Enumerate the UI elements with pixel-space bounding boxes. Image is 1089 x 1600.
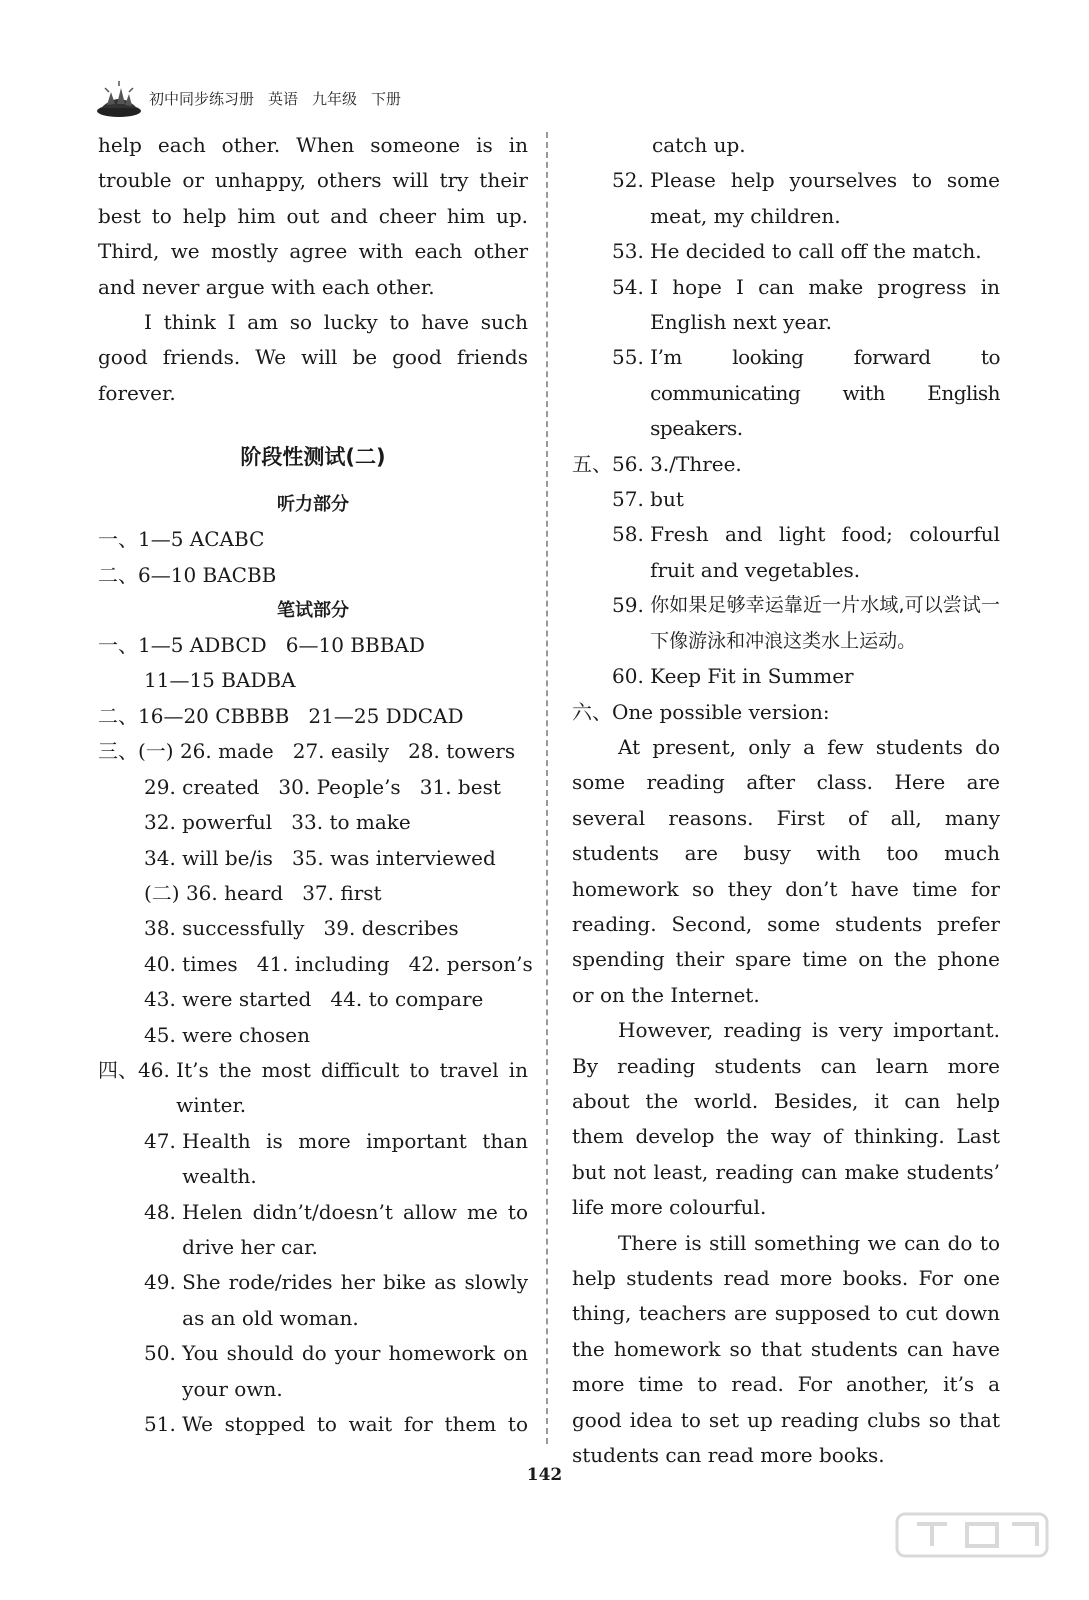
answer-line: 三、(一) 26. made 27. easily 28. towers [98,739,516,764]
right-column [572,128,1000,1473]
answer-line: 二、6—10 BACBB [98,562,277,587]
listening-title: 听力部分 [277,494,349,516]
answer-line: 40. times 41. including 42. person’s [144,951,533,976]
item-number: 50. [144,1341,183,1366]
answer-line: 43. were started 44. to compare [144,987,484,1012]
item-number: 59. [612,593,651,618]
answer-line: 二、16—20 CBBBB 21—25 DDCAD [98,703,464,728]
item-number: 54. [612,274,651,299]
answer-item [98,1124,528,1195]
answer-continuation: catch up. [652,133,746,157]
answer-line: 38. successfully 39. describes [144,916,459,941]
answer-line: 五、56. 3./Three. [572,451,742,476]
item-number: 53. [612,239,651,264]
item-number: 58. [612,522,651,547]
answer-line: 60. Keep Fit in Summer [612,664,854,689]
book-logo-icon [95,78,143,118]
answer-line: 45. were chosen [144,1022,310,1047]
section-prefix: 四、 [98,1057,138,1082]
column-divider [546,132,548,1444]
answer-line: 34. will be/is 35. was interviewed [144,845,496,870]
item-number: 46. [138,1057,177,1082]
item-number: 51. [144,1412,183,1436]
item-text: Health is more important than wealth. [182,1128,528,1189]
answer-item [572,517,1000,588]
item-text: It’s the most difficult to travel in winter. [176,1057,528,1118]
essay-paragraph: At present, only a few students do some reading after class. Here are several reasons. First of all, many students are busy with too much homework so they don’t have time for reading. Second, some students prefer spending their spare time on the phone or on the Internet. [572,734,1000,1007]
item-number: 52. [612,168,651,193]
left-column [98,128,533,1442]
item-text: He decided to call off the match. [650,239,982,264]
answer-item [98,1053,528,1124]
answer-item [572,588,1000,659]
essay-paragraph: However, reading is very important. By reading students can learn more about the world. Besides, it can help them develop the way of thinking. Last but not least, reading can make students’ life more colourful. [572,1018,1000,1220]
answer-line: 32. powerful 33. to make [144,810,411,835]
item-text: Please help yourselves to some meat, my children. [650,168,1000,228]
item-text-chinese: 你如果足够幸运靠近一片水域,可以尝试一下像游泳和冲浪这类水上运动。 [650,594,1000,652]
writing-title: 笔试部分 [277,600,349,622]
book-title: 初中同步练习册 [149,89,255,108]
answer-item [572,234,1000,269]
grade: 九年级 [312,89,358,108]
section-title: 阶段性测试(二) [240,445,386,470]
volume: 下册 [371,89,402,108]
item-text: She rode/rides her bike as slowly as an old woman. [182,1270,528,1330]
item-text: I’m looking forward to communicating with English speakers. [650,345,1000,441]
answer-line: (二) 36. heard 37. first [144,880,382,905]
answer-item [98,1195,528,1266]
watermark-logo-icon [887,1510,1067,1590]
item-text: Fresh and light food; colourful fruit and vegetables. [650,522,1000,582]
answer-line: 29. created 30. People’s 31. best [144,774,501,799]
item-text: We stopped to wait for them to [182,1412,528,1436]
item-number: 48. [144,1199,183,1224]
answer-line: 六、One possible version: [572,699,830,724]
answer-item [98,1407,528,1442]
item-number: 55. [612,345,651,370]
item-text: I hope I can make progress in English next year. [650,274,1000,335]
answer-item [572,270,1000,341]
item-text: You should do your homework on your own. [182,1341,528,1401]
answer-line: 11—15 BADBA [144,668,296,693]
page-number: 142 [526,1465,563,1485]
essay-paragraph: There is still something we can do to help students read more books. For one thing, teachers are supposed to cut down the homework so that students can have more time to read. For another, it’s a good idea to set up reading clubs so that students can read more books. [572,1230,1000,1468]
item-number: 47. [144,1128,183,1153]
item-number: 49. [144,1270,183,1295]
subject: 英语 [268,89,299,108]
answer-line: 一、1—5 ACABC [98,527,265,552]
answer-item [572,340,1000,446]
answer-line: 一、1—5 ADBCD 6—10 BBBAD [98,633,425,658]
answer-item [572,163,1000,234]
answer-line: 57. but [612,487,684,512]
essay-paragraph: help each other. When someone is in trouble or unhappy, others will try their best to help him out and cheer him up. Third, we mostly agree with each other and never argue with each other. [98,133,528,299]
answer-item [98,1336,528,1407]
answer-item [98,1265,528,1336]
page-header [95,78,401,118]
item-text: Helen didn’t/doesn’t allow me to drive her car. [182,1199,528,1259]
essay-paragraph: I think I am so lucky to have such good friends. We will be good friends forever. [98,310,528,405]
